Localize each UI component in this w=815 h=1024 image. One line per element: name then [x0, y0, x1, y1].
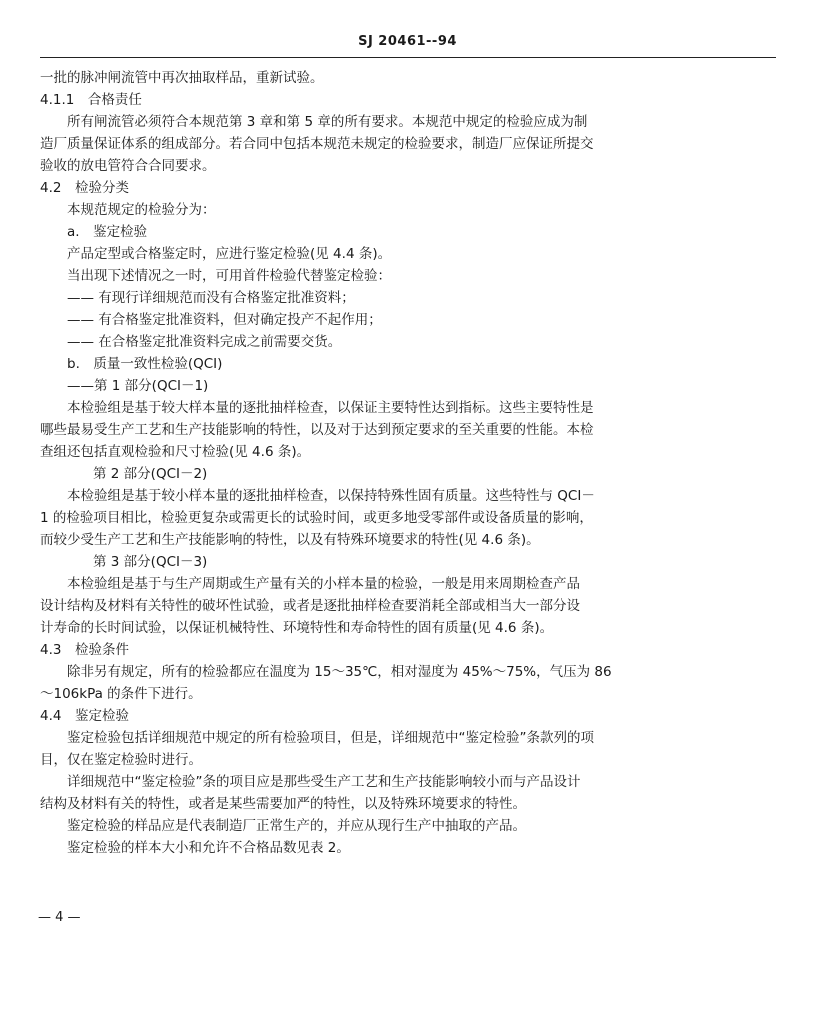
body-line: ～106kPa 的条件下进行。 [40, 686, 202, 702]
dash-item: —— 有合格鉴定批准资料，但对确定投产不起作用； [67, 312, 382, 328]
body-line: 除非另有规定，所有的检验都应在温度为 15～35℃，相对湿度为 45%～75%，气压为 86 [67, 664, 612, 680]
section-heading: 4.1.1 合格责任 [40, 92, 142, 108]
body-line: 本检验组是基于较小样本量的逐批抽样检查，以保持特殊性固有质量。这些特性与 QCI－ [67, 488, 595, 504]
sub-heading: 第 3 部分(QCI－3) [93, 554, 208, 570]
body-line: 产品定型或合格鉴定时，应进行鉴定检验(见 4.4 条)。 [67, 246, 392, 262]
dash-item: —— 有现行详细规范而没有合格鉴定批准资料； [67, 290, 355, 306]
header-rule [40, 57, 776, 58]
section-heading: 4.2 检验分类 [40, 180, 129, 196]
body-line: 计寿命的长时间试验，以保证机械特性、环境特性和寿命特性的固有质量(见 4.6 条)。 [40, 620, 554, 636]
body-line: 结构及材料有关的特性，或者是某些需要加严的特性，以及特殊环境要求的特性。 [40, 796, 526, 812]
body-line: 验收的放电管符合合同要求。 [40, 158, 216, 174]
body-line: 鉴定检验的样本大小和允许不合格品数见表 2。 [67, 840, 350, 856]
body-line: 哪些最易受生产工艺和生产技能影响的特性，以及对于达到预定要求的至关重要的性能。本检 [40, 422, 594, 438]
dash-item: —— 在合格鉴定批准资料完成之前需要交货。 [67, 334, 342, 350]
body-line: 鉴定检验包括详细规范中规定的所有检验项目，但是，详细规范中“鉴定检验”条款列的项 [67, 730, 594, 746]
document-code: SJ 20461--94 [358, 34, 457, 49]
body-line: 本规范规定的检验分为： [67, 202, 216, 218]
sub-heading: ——第 1 部分(QCI－1) [67, 378, 209, 394]
body-line: 本检验组是基于较大样本量的逐批抽样检查，以保证主要特性达到指标。这些主要特性是 [67, 400, 594, 416]
section-heading: 4.3 检验条件 [40, 642, 129, 658]
body-line: 详细规范中“鉴定检验”条的项目应是那些受生产工艺和生产技能影响较小而与产品设计 [67, 774, 581, 790]
body-line: 当出现下述情况之一时，可用首件检验代替鉴定检验： [67, 268, 391, 284]
section-heading: 4.4 鉴定检验 [40, 708, 129, 724]
body-line: 鉴定检验的样品应是代表制造厂正常生产的，并应从现行生产中抽取的产品。 [67, 818, 526, 834]
list-item: b. 质量一致性检验(QCI) [67, 356, 223, 372]
page-number: — 4 — [38, 910, 81, 925]
body-line: 而较少受生产工艺和生产技能影响的特性，以及有特殊环境要求的特性(见 4.6 条)。 [40, 532, 540, 548]
body-line: 本检验组是基于与生产周期或生产量有关的小样本量的检验，一般是用来周期检查产品 [67, 576, 580, 592]
body-line: 1 的检验项目相比，检验更复杂或需更长的试验时间，或更多地受零部件或设备质量的影响， [40, 510, 593, 526]
body-line: 所有闸流管必须符合本规范第 3 章和第 5 章的所有要求。本规范中规定的检验应成为制 [67, 114, 588, 130]
body-line: 造厂质量保证体系的组成部分。若合同中包括本规范未规定的检验要求，制造厂应保证所提交 [40, 136, 594, 152]
body-line: 设计结构及材料有关特性的破坏性试验，或者是逐批抽样检查要消耗全部或相当大一部分设 [40, 598, 580, 614]
body-line: 查组还包括直观检验和尺寸检验(见 4.6 条)。 [40, 444, 311, 460]
body-line: 目，仅在鉴定检验时进行。 [40, 752, 202, 768]
body-line: 一批的脉冲闸流管中再次抽取样品，重新试验。 [40, 70, 324, 86]
list-item: a. 鉴定检验 [67, 224, 148, 240]
sub-heading: 第 2 部分(QCI－2) [93, 466, 208, 482]
